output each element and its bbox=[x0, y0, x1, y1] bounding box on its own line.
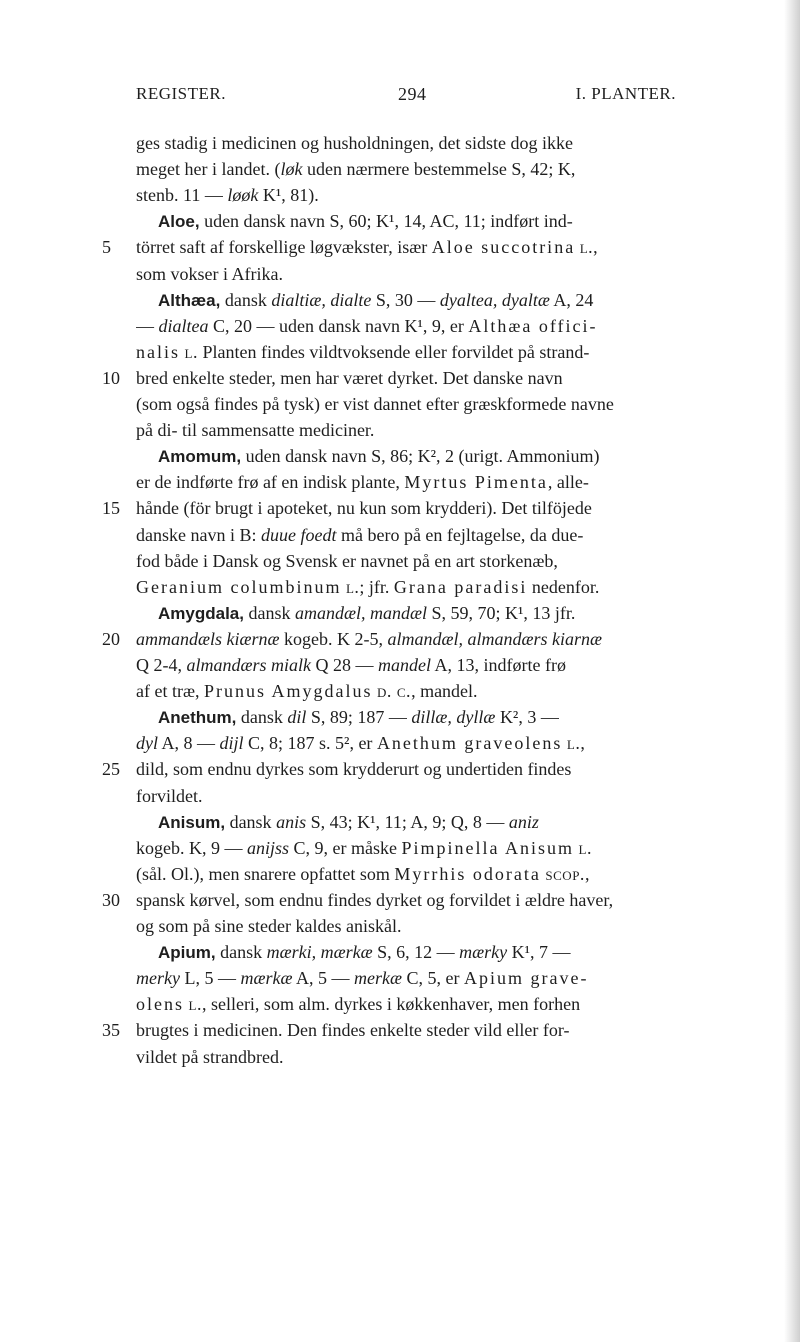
text-line: brugtes i medicinen. Den findes enkelte steder vild eller for- bbox=[136, 1020, 570, 1040]
text-line: Anethum, dansk dil S, 89; 187 — dillæ, dyllæ K², 3 — bbox=[158, 707, 559, 727]
text-line: kogeb. K, 9 — anijss C, 9, er måske Pimpinella Anisum l. bbox=[136, 838, 592, 858]
line-number: 15 bbox=[102, 498, 120, 518]
text-line: olens l., selleri, som alm. dyrkes i køkkenhaver, men forhen bbox=[136, 994, 581, 1014]
text-line: vildet på strandbred. bbox=[136, 1047, 284, 1067]
line-number: 20 bbox=[102, 629, 120, 649]
text-line: og som på sine steder kaldes aniskål. bbox=[136, 916, 402, 936]
running-header bbox=[136, 84, 676, 114]
page-number: 294 bbox=[398, 84, 427, 104]
text-line: (som også findes på tysk) er vist dannet efter græskformede navne bbox=[136, 394, 614, 414]
text-line: Althæa, dansk dialtiæ, dialte S, 30 — dyaltea, dyaltæ A, 24 bbox=[158, 290, 594, 310]
text-line: spansk kørvel, som endnu findes dyrket og forvildet i ældre haver, bbox=[136, 890, 614, 910]
text-line: nalis l. Planten findes vildtvoksende eller forvildet på strand- bbox=[136, 342, 590, 362]
text-line: fod både i Dansk og Svensk er navnet på en art storkenæb, bbox=[136, 551, 558, 571]
text-line: Anisum, dansk anis S, 43; K¹, 11; A, 9; Q, 8 — aniz bbox=[158, 812, 539, 832]
line-number: 25 bbox=[102, 759, 120, 779]
text-line: på di- til sammensatte mediciner. bbox=[136, 420, 375, 440]
line-number: 30 bbox=[102, 890, 120, 910]
text-line: törret saft af forskellige løgvækster, især Aloe succotrina l., bbox=[136, 237, 598, 257]
text-line: ges stadig i medicinen og husholdningen, det sidste dog ikke bbox=[136, 133, 573, 153]
line-number: 35 bbox=[102, 1020, 120, 1040]
text-line: meget her i landet. (løk uden nærmere bestemmelse S, 42; K, bbox=[136, 159, 576, 179]
page-edge-shadow bbox=[784, 0, 800, 1342]
text-line: dyl A, 8 — dijl C, 8; 187 s. 5², er Anethum graveolens l., bbox=[136, 733, 585, 753]
text-line: forvildet. bbox=[136, 786, 203, 806]
text-line: er de indførte frø af en indisk plante, Myrtus Pimenta, alle- bbox=[136, 472, 589, 492]
text-line: Q 2-4, almandærs mialk Q 28 — mandel A, 13, indførte frø bbox=[136, 655, 566, 675]
text-line: Geranium columbinum l.; jfr. Grana paradisi nedenfor. bbox=[136, 577, 600, 597]
text-line: hånde (för brugt i apoteket, nu kun som krydderi). Det tilföjede bbox=[136, 498, 592, 518]
line-number: 5 bbox=[102, 237, 111, 257]
header-chapter: I. PLANTER. bbox=[575, 84, 676, 103]
text-line: (sål. Ol.), men snarere opfattet som Myrrhis odorata scop., bbox=[136, 864, 590, 884]
text-line: stenb. 11 — løøk K¹, 81). bbox=[136, 185, 319, 205]
text-line: Aloe, uden dansk navn S, 60; K¹, 14, AC, 11; indført ind- bbox=[158, 211, 573, 231]
text-line: danske navn i B: duue foedt må bero på en fejltagelse, da due- bbox=[136, 525, 584, 545]
text-line: ammandæls kiærnæ kogeb. K 2-5, almandæl, almandærs kiarnæ bbox=[136, 629, 603, 649]
text-line: Amygdala, dansk amandæl, mandæl S, 59, 70; K¹, 13 jfr. bbox=[158, 603, 576, 623]
text-line: Apium, dansk mærki, mærkæ S, 6, 12 — mærky K¹, 7 — bbox=[158, 942, 571, 962]
text-line: bred enkelte steder, men har været dyrket. Det danske navn bbox=[136, 368, 563, 388]
text-line: merky L, 5 — mærkæ A, 5 — merkæ C, 5, er Apium grave- bbox=[136, 968, 589, 988]
text-line: — dialtea C, 20 — uden dansk navn K¹, 9, er Althæa offici- bbox=[136, 316, 598, 336]
text-line: som vokser i Afrika. bbox=[136, 264, 283, 284]
header-section: REGISTER. bbox=[136, 84, 226, 103]
text-line: dild, som endnu dyrkes som krydderurt og undertiden findes bbox=[136, 759, 572, 779]
text-line: Amomum, uden dansk navn S, 86; K², 2 (urigt. Ammonium) bbox=[158, 446, 600, 466]
text-line: af et træ, Prunus Amygdalus d. c., mandel. bbox=[136, 681, 478, 701]
line-number: 10 bbox=[102, 368, 120, 388]
